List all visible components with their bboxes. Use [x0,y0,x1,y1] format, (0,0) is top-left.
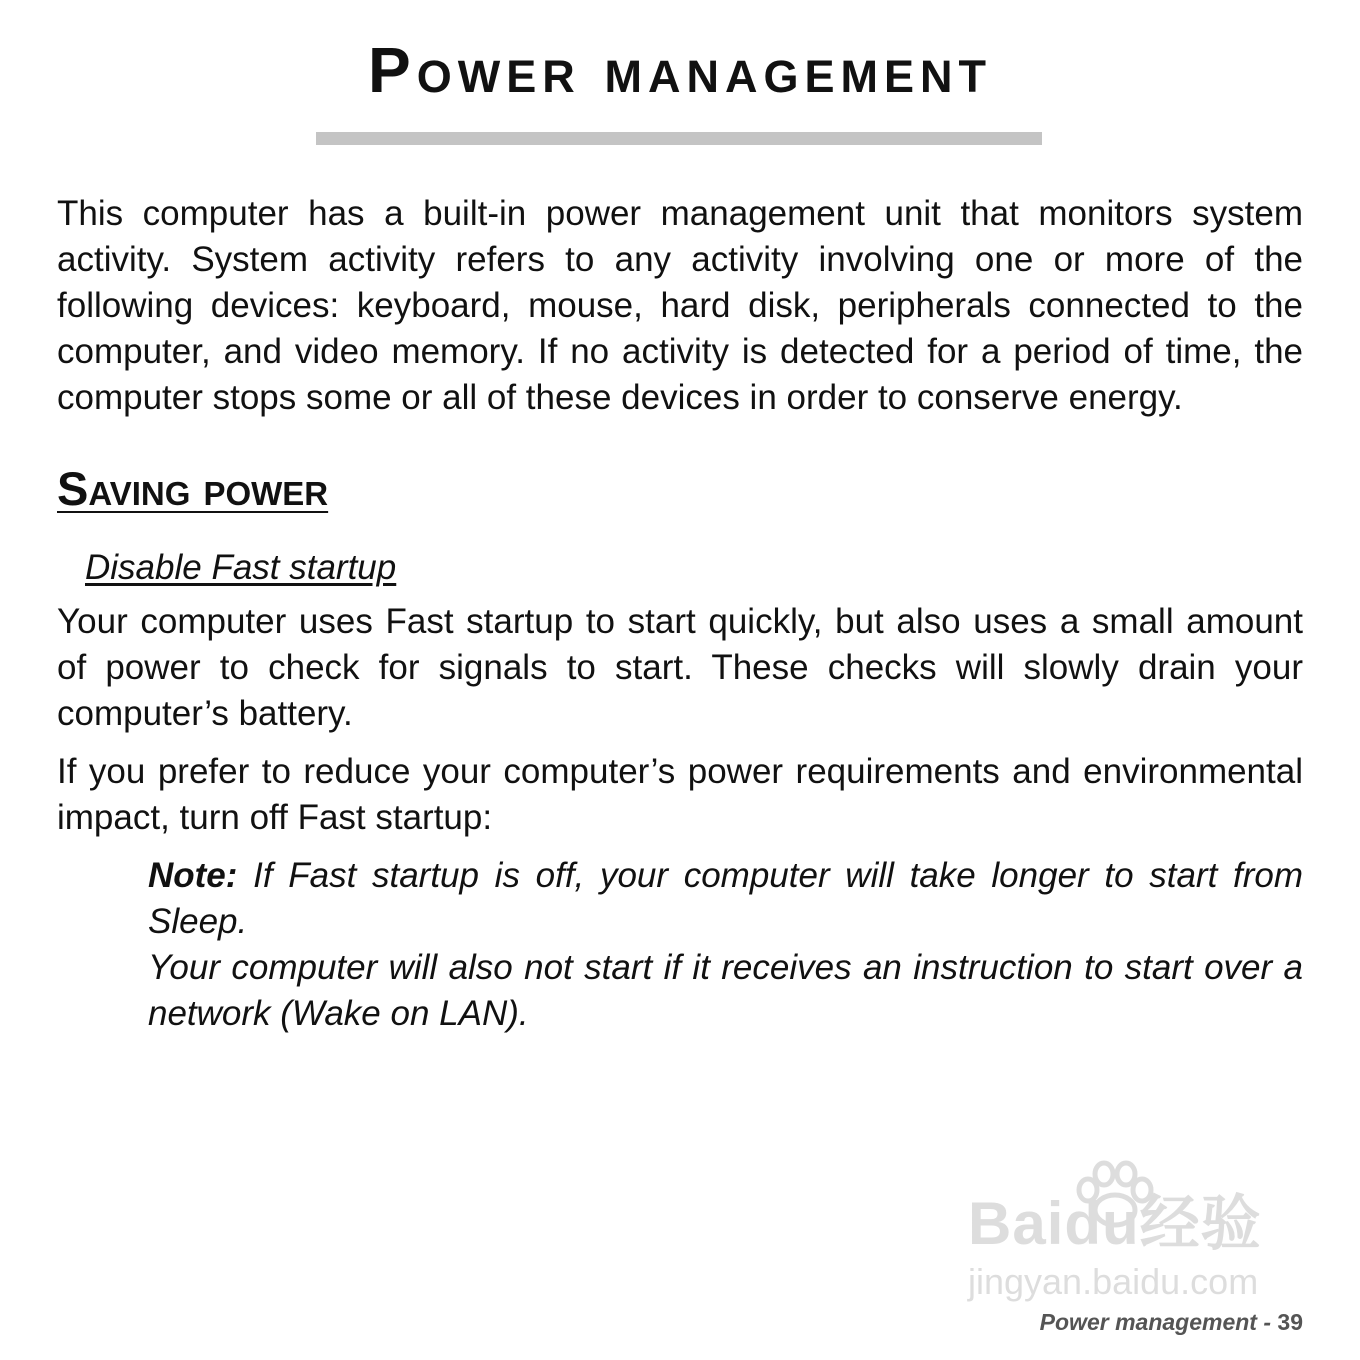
page-title: Power management [368,34,992,106]
page-number: 39 [1277,1309,1303,1335]
section-heading: Saving power [57,462,329,515]
watermark-brand: Baidu经验 [968,1190,1262,1257]
intro-paragraph: This computer has a built-in power management unit that monitors system activity. System activity refers to any activity involving one or more of the following devices: keyboard, mouse, hard disk, peripherals connected to the computer, and video memory. If no activity is detected for a period of time, the computer stops some or all of these devices in order to conserve energy. [57,194,1303,417]
turn-off-paragraph: If you prefer to reduce your computer’s power requirements and environmental impact, turn off Fast startup: [57,752,1303,837]
subsection-heading: Disable Fast startup [85,548,397,587]
note-line-2: Your computer will also not start if it receives an instruction to start over a network (Wake on LAN). [148,948,1303,1033]
note-text-1: If Fast startup is off, your computer will take longer to start from Sleep. [148,856,1303,941]
watermark-url: jingyan.baidu.com [968,1261,1259,1302]
note-block [148,853,1303,1037]
footer-label: Power management - [1039,1309,1278,1335]
note-label: Note: [148,856,238,895]
page-footer [1040,1308,1303,1336]
main-content [57,191,1303,1037]
note-line-1 [148,853,1303,945]
fast-startup-paragraph: Your computer uses Fast startup to start quickly, but also uses a small amount of power to check for signals to start. These checks will slowly drain your computer’s battery. [57,602,1303,733]
baidu-watermark [960,1160,1280,1310]
title-divider [316,132,1042,145]
